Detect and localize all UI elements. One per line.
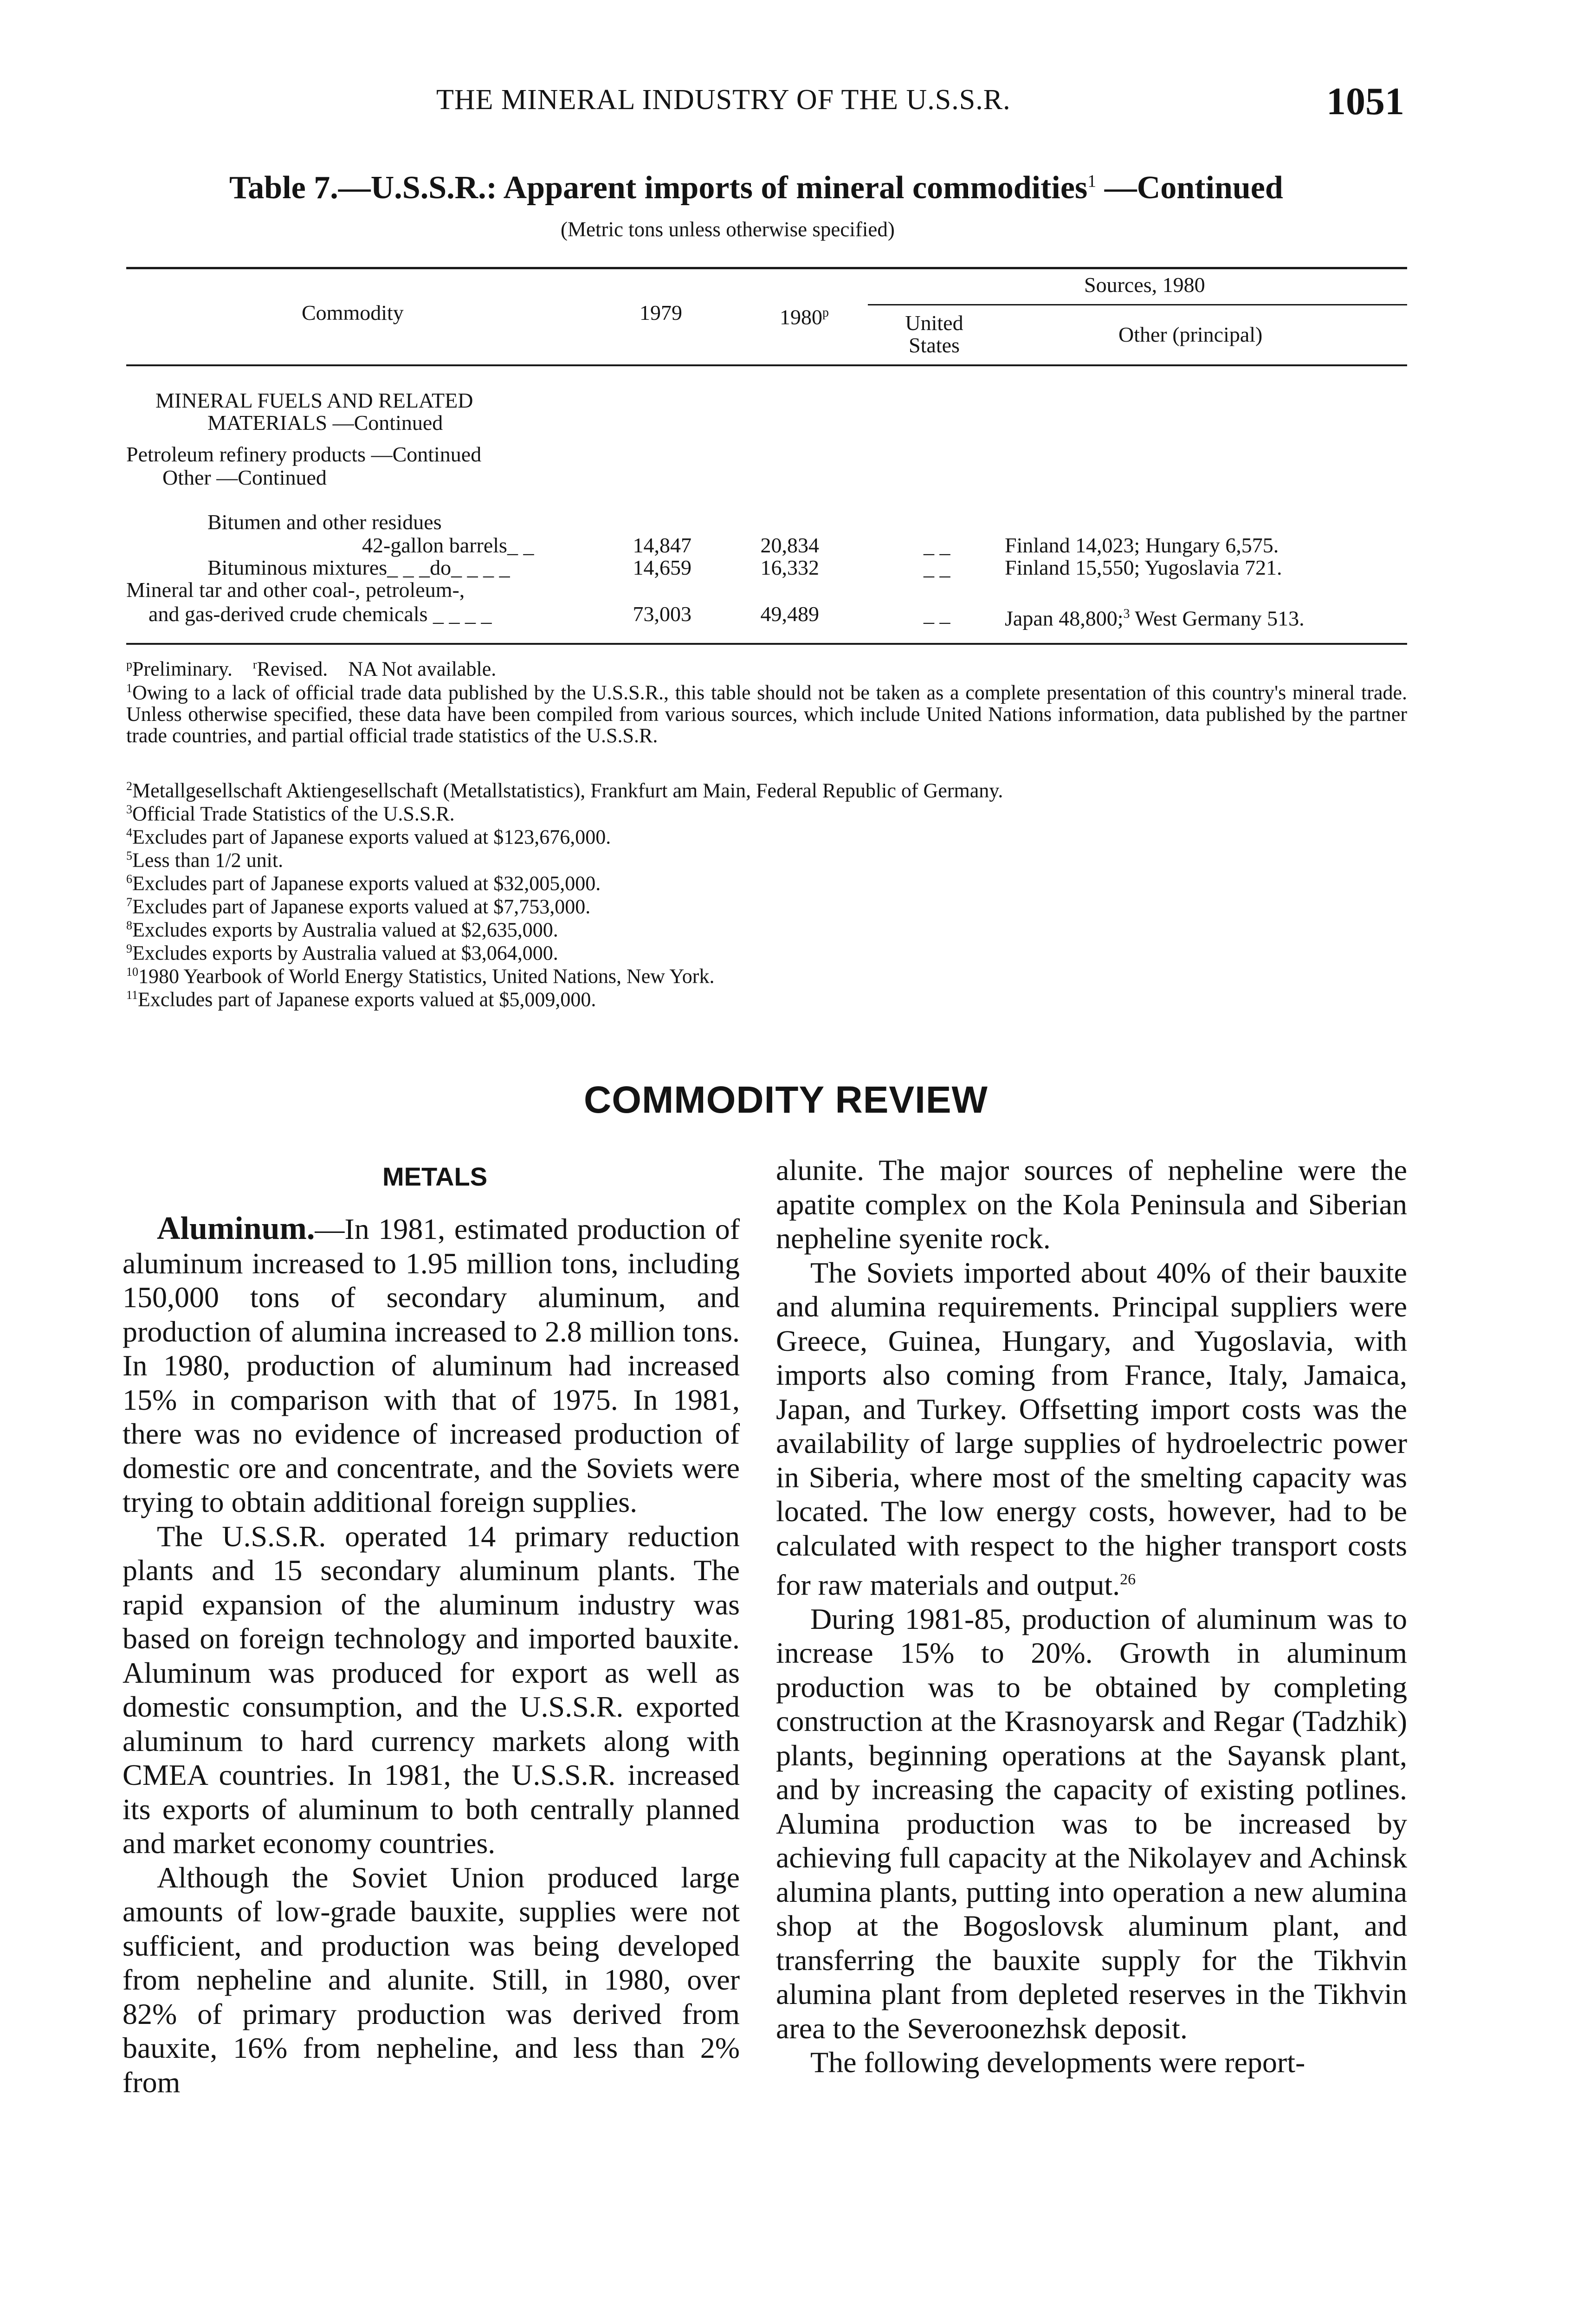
table-subtitle: (Metric tons unless otherwise specified) (561, 218, 895, 241)
header-other-principal: Other (principal) (1118, 323, 1263, 346)
table-cell-other-suffix: West Germany 513. (1130, 606, 1305, 630)
table-title (229, 169, 1283, 207)
header-bottom-rule (126, 364, 1407, 366)
paragraph-note: 26 (1120, 1571, 1136, 1588)
footnote-text: Excludes exports by Australia valued at $3,064,000. (132, 941, 558, 965)
footnote-mark: 3 (126, 803, 132, 816)
table-cell-1979: 73,003 (633, 602, 691, 626)
table-cell-us: _ _ (924, 602, 950, 626)
sources-rule (868, 304, 1407, 305)
footnote-mark: p (126, 658, 132, 671)
footnote-legend (126, 654, 1407, 681)
header-sources: Sources, 1980 (1084, 273, 1205, 297)
header-1980 (780, 302, 829, 328)
footnote-mark: r (252, 658, 257, 671)
paragraph-text: The Soviets imported about 40% of their bauxite and alumina requirements. Principal suppliers were Greece, Guinea, Hungary, and Yugoslavia, with imports also coming from France, Italy, Jamaica, Japan, and Turkey. Offsetting import costs was the availability of large supplies of hydroelectric power in Siberia, where most of the smelting capacity was located. The low energy costs, however, had to be calculated with respect to the higher transport costs for raw materials and output. (776, 1256, 1407, 1601)
paragraph-text: —In 1981, estimated production of aluminum increased to 1.95 million tons, including 150,000 tons of secondary aluminum, and production of alumina increased to 2.8 million tons. In 1980, production of aluminum had increased 15% in comparison with that of 1975. In 1981, there was no evidence of increased production of domestic ore and concentrate, and the Soviets were trying to obtain additional foreign supplies. (123, 1212, 740, 1518)
footnote-mark: 4 (126, 826, 132, 839)
footnote-mark: 5 (126, 849, 132, 862)
section-mineral-fuels-line2: MATERIALS —Continued (207, 411, 443, 434)
table-cell-other: Finland 14,023; Hungary 6,575. (1005, 533, 1279, 557)
table-cell-us: _ _ (924, 533, 950, 557)
table-row-label: 42-gallon barrels_ _ (362, 533, 534, 557)
header-1980-mark: p (822, 305, 829, 320)
footnote-item (126, 891, 1407, 918)
footnote-text: Excludes part of Japanese exports valued at $32,005,000. (132, 872, 601, 895)
footnote-text: NA Not available. (348, 657, 497, 681)
table-cell-other-text: Japan 48,800; (1005, 606, 1124, 630)
header-united-states (899, 312, 969, 357)
table-cell-1980: 49,489 (760, 602, 819, 626)
footnote-text: Revised. (257, 657, 328, 681)
table-cell-other-note: 3 (1123, 607, 1130, 621)
footnote-item (126, 961, 1407, 988)
footnote-text: Excludes exports by Australia valued at $2,635,000. (132, 918, 558, 941)
footnote-item (126, 798, 1407, 825)
table-title-footnote-mark: 1 (1087, 171, 1097, 191)
table-cell-1979: 14,659 (633, 556, 691, 579)
header-us-line1: United (905, 311, 963, 335)
footnote-mark: 6 (126, 872, 132, 886)
header-1979: 1979 (640, 301, 682, 324)
right-column (776, 1153, 1407, 2080)
footnote-item (126, 678, 1407, 746)
footnote-text: Owing to a lack of official trade data published by the U.S.S.R., this table should not be taken as a complete presentation of this country's mineral trade. Unless otherwise specified, these data have been compiled from various sources, which include United Nations information, data published by the partner trade countries, and partial official trade statistics of the U.S.S.R. (126, 681, 1407, 747)
paragraph: alunite. The major sources of nepheline were the apatite complex on the Kola Peninsula and Siberian nepheline syenite rock. (776, 1154, 1407, 1255)
section-mineral-fuels-line1: MINERAL FUELS AND RELATED (155, 389, 473, 412)
running-title: THE MINERAL INDUSTRY OF THE U.S.S.R. (436, 84, 1011, 116)
table-cell-1980: 20,834 (760, 533, 819, 557)
table-row-label-line1: Mineral tar and other coal-, petroleum-, (126, 578, 465, 602)
paragraph (776, 1256, 1407, 1602)
aluminum-lead: Aluminum. (157, 1211, 315, 1246)
footnote-item (126, 775, 1407, 802)
footnote-item (126, 984, 1407, 1011)
footnote-item (126, 845, 1407, 872)
footnote-mark: 1 (126, 681, 132, 695)
footnote-text: Official Trade Statistics of the U.S.S.R. (132, 802, 455, 825)
metals-subheading: METALS (382, 1162, 488, 1191)
table-title-text: Table 7.—U.S.S.R.: Apparent imports of mineral commodities (229, 170, 1088, 206)
paragraph: The following developments were report- (810, 2046, 1305, 2079)
footnote-item (126, 938, 1407, 965)
table-cell-us: _ _ (924, 556, 950, 579)
paragraph: During 1981-85, production of aluminum was to increase 15% to 20%. Growth in aluminum production was to be obtained by completing construction at the Krasnoyarsk and Regar (Tadzhik) plants, beginning operations at the Sayansk plant, and by increasing the capacity of existing potlines. Alumina production was to be increased by achieving full capacity at the Nikolayev and Achinsk alumina plants, putting into operation a new alumina shop at the Bogoslovsk aluminum plant, and transferring the bauxite supply for the Tikhvin alumina plant from depleted reserves in the Tikhvin area to the Severoonezhsk deposit. (776, 1602, 1407, 2045)
left-column (123, 1212, 740, 2099)
footnote-mark: 2 (126, 779, 132, 793)
footnote-text: Excludes part of Japanese exports valued at $5,009,000. (138, 988, 596, 1011)
footnote-item (126, 822, 1407, 849)
table-top-rule (126, 267, 1407, 269)
footnote-mark: 10 (126, 965, 138, 979)
footnote-item (126, 914, 1407, 941)
table-row-label: and gas-derived crude chemicals _ _ _ _ (149, 602, 492, 626)
footnote-text: Less than 1/2 unit. (132, 849, 284, 872)
paragraph (123, 1212, 740, 1519)
footnote-text: Excludes part of Japanese exports valued at $7,753,000. (132, 895, 591, 918)
header-us-line2: States (909, 333, 960, 357)
footnote-text: Preliminary. (132, 657, 233, 681)
section-petroleum-refinery: Petroleum refinery products —Continued (126, 442, 482, 466)
footnote-text: 1980 Yearbook of World Energy Statistics, United Nations, New York. (138, 965, 715, 988)
table-bottom-rule (126, 643, 1407, 645)
table-row-label: Bituminous mixtures_ _ _do_ _ _ _ (207, 556, 510, 579)
footnote-mark: 9 (126, 942, 132, 955)
page-number: 1051 (1326, 80, 1404, 123)
table-cell-1979: 14,847 (633, 533, 691, 557)
commodity-review-heading: COMMODITY REVIEW (584, 1079, 988, 1121)
section-bitumen: Bitumen and other residues (207, 510, 442, 534)
header-commodity: Commodity (302, 301, 404, 324)
table-cell-other (1005, 603, 1305, 630)
footnote-item (126, 868, 1407, 895)
footnote-mark: 7 (126, 895, 132, 909)
paragraph: The U.S.S.R. operated 14 primary reduction plants and 15 secondary aluminum plants. The rapid expansion of the aluminum industry was based on foreign technology and imported bauxite. Aluminum was produced for export as well as domestic consumption, and the U.S.S.R. exported aluminum to hard currency markets along with CMEA countries. In 1981, the U.S.S.R. increased its exports of aluminum to both centrally planned and market economy countries. (123, 1519, 740, 1860)
footnote-mark: 8 (126, 919, 132, 932)
table-cell-other: Finland 15,550; Yugoslavia 721. (1005, 556, 1282, 579)
paragraph: Although the Soviet Union produced large amounts of low-grade bauxite, supplies were not sufficient, and production was being developed from nepheline and alunite. Still, in 1980, over 82% of primary production was derived from bauxite, 16% from nepheline, and less than 2% from (123, 1861, 740, 2099)
table-cell-1980: 16,332 (760, 556, 819, 579)
table-title-suffix: —Continued (1096, 170, 1283, 206)
footnote-mark: 11 (126, 988, 138, 1002)
footnote-text: Excludes part of Japanese exports valued at $123,676,000. (132, 825, 611, 849)
footnote-text: Metallgesellschaft Aktiengesellschaft (Metallstatistics), Frankfurt am Main, Federal Republic of Germany. (132, 779, 1003, 802)
section-other: Other —Continued (162, 466, 327, 489)
header-1980-text: 1980 (780, 305, 822, 329)
